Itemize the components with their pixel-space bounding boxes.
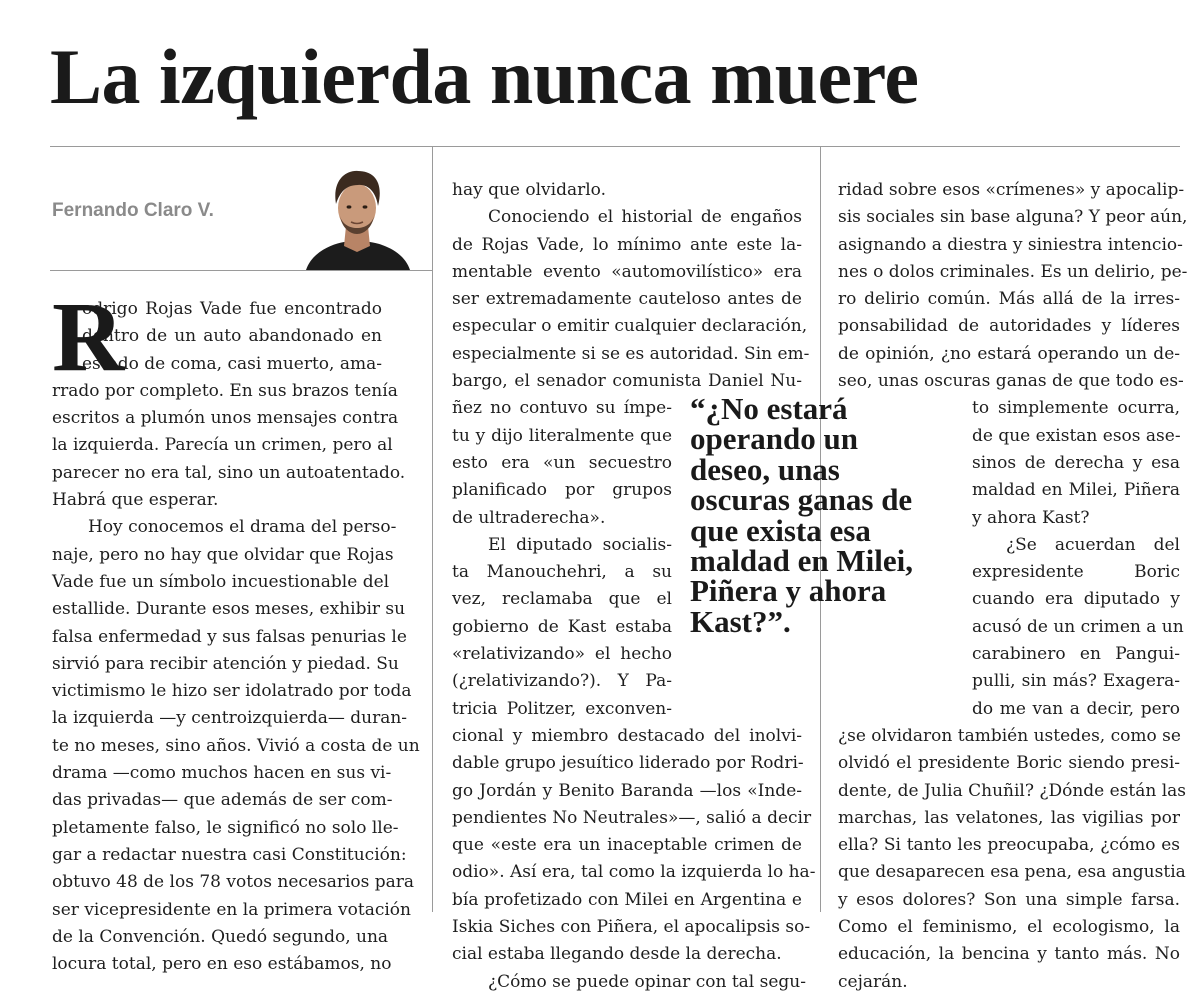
text-line: de ultraderecha». [452, 507, 606, 528]
text-line: carabinero en Pangui- [972, 644, 1180, 665]
text-line: de la Convención. Quedó segundo, una [52, 926, 389, 947]
text-line: ponsabilidad de autoridades y líderes [838, 316, 1180, 337]
column-1 [52, 281, 420, 978]
text-line: que desaparecen esa pena, esa angustia [838, 862, 1186, 883]
text-line: mentable evento «automovilístico» era [452, 261, 802, 282]
text-line: sinos de derecha y esa [972, 452, 1180, 473]
text-line: «relativizando» el hecho [452, 644, 672, 665]
text-line: escritos a plumón unos mensajes contra [52, 408, 399, 429]
headline: La izquierda nunca muere [50, 33, 919, 120]
text-line: drama —como muchos hacen en sus vi- [52, 763, 392, 784]
text-line: to simplemente ocurra, [972, 398, 1180, 419]
pull-quote-line: que exista esa [690, 512, 871, 548]
text-line: ro delirio común. Más allá de la irres- [838, 289, 1180, 310]
pull-quote-line: oscuras ganas de [690, 482, 913, 518]
text-line: Como el feminismo, el ecologismo, la [838, 917, 1180, 938]
text-line: educación, la bencina y tanto más. No [838, 944, 1180, 965]
text-line: tu y dijo literalmente que [452, 425, 672, 446]
text-line: gobierno de Kast estaba [452, 616, 672, 637]
text-line: (¿relativizando?). Y Pa- [452, 671, 672, 692]
text-line: estallide. Durante esos meses, exhibir su [52, 599, 406, 620]
text-line: ella? Si tanto les preocupaba, ¿cómo es [838, 835, 1180, 856]
text-line: rrado por completo. En sus brazos tenía [52, 380, 398, 401]
author-photo [298, 162, 416, 270]
text-line: tricia Politzer, exconven- [452, 698, 672, 719]
column-divider-1 [432, 146, 433, 912]
text-line: pendientes No Neutrales»—, salió a decir [452, 807, 812, 828]
text-line: especular o emitir cualquier declaración, [452, 316, 808, 337]
text-line: sirvió para recibir atención y piedad. Su [52, 653, 399, 674]
text-line: maldad en Milei, Piñera [972, 480, 1180, 501]
text-line: nes o dolos criminales. Es un delirio, pe- [838, 261, 1188, 282]
text-line: estado de coma, casi muerto, ama- [82, 353, 382, 374]
text-line: ¿Se acuerdan del [1006, 534, 1180, 555]
text-line: sis sociales sin base alguna? Y peor aún, [838, 207, 1188, 228]
pull-quote-line: Kast?”. [690, 603, 791, 639]
text-line: asignando a diestra y siniestra intencio- [838, 234, 1183, 255]
text-line: victimismo le hizo ser idolatrado por toda [52, 681, 412, 702]
text-line: expresidente Boric [972, 562, 1180, 583]
drop-cap: R [52, 281, 125, 392]
byline: Fernando Claro V. [52, 200, 214, 221]
text-line: gar a redactar nuestra casi Constitución: [52, 844, 407, 865]
text-line: odrigo Rojas Vade fue encontrado [82, 299, 382, 319]
pull-quote-line: operando un [690, 421, 858, 457]
text-line: olvidó el presidente Boric siendo presi- [838, 753, 1180, 774]
text-line: bía profetizado con Milei en Argentina e [452, 889, 802, 910]
text-line: Iskia Siches con Piñera, el apocalipsis so- [452, 917, 811, 938]
text-line: cejarán. [838, 971, 908, 992]
text-line: falsa enfermedad y sus falsas penurias le [52, 626, 407, 647]
text-line: ñez no contuvo su ímpe- [452, 398, 672, 419]
text-line: Vade fue un símbolo incuestionable del [52, 571, 390, 592]
text-line: y esos dolores? Son una simple farsa. [838, 889, 1180, 910]
text-line: seo, unas oscuras ganas de que todo es- [838, 371, 1184, 392]
text-line: pulli, sin más? Exagera- [972, 671, 1180, 692]
text-line: cial estaba llegando desde la derecha. [452, 944, 782, 965]
text-line: ridad sobre esos «crímenes» y apocalip- [838, 180, 1185, 200]
text-line: Conociendo el historial de engaños [488, 207, 802, 228]
text-line: y ahora Kast? [972, 507, 1090, 528]
text-line: ser extremadamente cauteloso antes de [452, 289, 802, 310]
text-line: dentro de un auto abandonado en [82, 326, 382, 347]
text-line: El diputado socialis- [488, 534, 672, 555]
text-line: te no meses, sino años. Vivió a costa de un [52, 735, 420, 756]
text-line: Habrá que esperar. [52, 490, 219, 511]
pull-quote-line: Piñera y ahora [690, 573, 887, 609]
text-line: ¿Cómo se puede opinar con tal segu- [488, 971, 806, 992]
text-line: cional y miembro destacado del inolvi- [452, 725, 802, 746]
text-line: la izquierda —y centroizquierda— duran- [52, 708, 408, 729]
text-line: hay que olvidarlo. [452, 180, 607, 200]
text-line: que «este era un inaceptable crimen de [452, 835, 802, 856]
text-line: de opinión, ¿no estará operando un de- [838, 343, 1180, 364]
text-line: especialmente si se es autoridad. Sin em- [452, 343, 810, 364]
text-line: odio». Así era, tal como la izquierda lo ha- [452, 862, 816, 883]
text-line: ta Manouchehri, a su [452, 562, 672, 583]
text-line: Hoy conocemos el drama del perso- [88, 517, 397, 538]
text-line: vez, reclamaba que el [452, 589, 672, 610]
text-line: das privadas— que además de ser com- [52, 790, 393, 811]
text-line: pletamente falso, le significó no solo lle- [52, 817, 399, 838]
text-line: de Rojas Vade, lo mínimo ante este la- [452, 234, 802, 255]
text-line: de que existan esos ase- [972, 425, 1181, 446]
text-line: cuando era diputado y [972, 589, 1180, 610]
text-line: marchas, las velatones, las vigilias por [838, 807, 1180, 828]
pull-quote [690, 391, 930, 639]
text-line: dente, de Julia Chuñil? ¿Dónde están las [838, 780, 1187, 801]
text-line: do me van a decir, pero [972, 698, 1180, 719]
text-line: la izquierda. Parecía un crimen, pero al [52, 435, 393, 456]
text-line: planificado por grupos [452, 480, 672, 501]
text-line: parecer no era tal, sino un autoatentado. [52, 462, 406, 483]
text-line: naje, pero no hay que olvidar que Rojas [52, 544, 394, 565]
text-line: bargo, el senador comunista Daniel Nu- [452, 371, 802, 392]
pull-quote-line: “¿No estará [690, 391, 848, 426]
top-rule [50, 146, 1180, 147]
text-line: esto era «un secuestro [452, 452, 672, 473]
text-line: locura total, pero en eso estábamos, no [52, 954, 392, 975]
text-line: obtuvo 48 de los 78 votos necesarios para [52, 872, 415, 893]
text-line: go Jordán y Benito Baranda —los «Inde- [452, 780, 802, 801]
text-line: acusó de un crimen a un [972, 616, 1184, 637]
byline-rule [50, 270, 433, 271]
pull-quote-line: maldad en Milei, [690, 543, 914, 579]
text-line: ser vicepresidente en la primera votación [52, 899, 411, 920]
text-line: dable grupo jesuítico liderado por Rodri- [452, 753, 804, 774]
pull-quote-line: deseo, unas [690, 451, 840, 487]
text-line: ¿se olvidaron también ustedes, como se [838, 725, 1181, 746]
